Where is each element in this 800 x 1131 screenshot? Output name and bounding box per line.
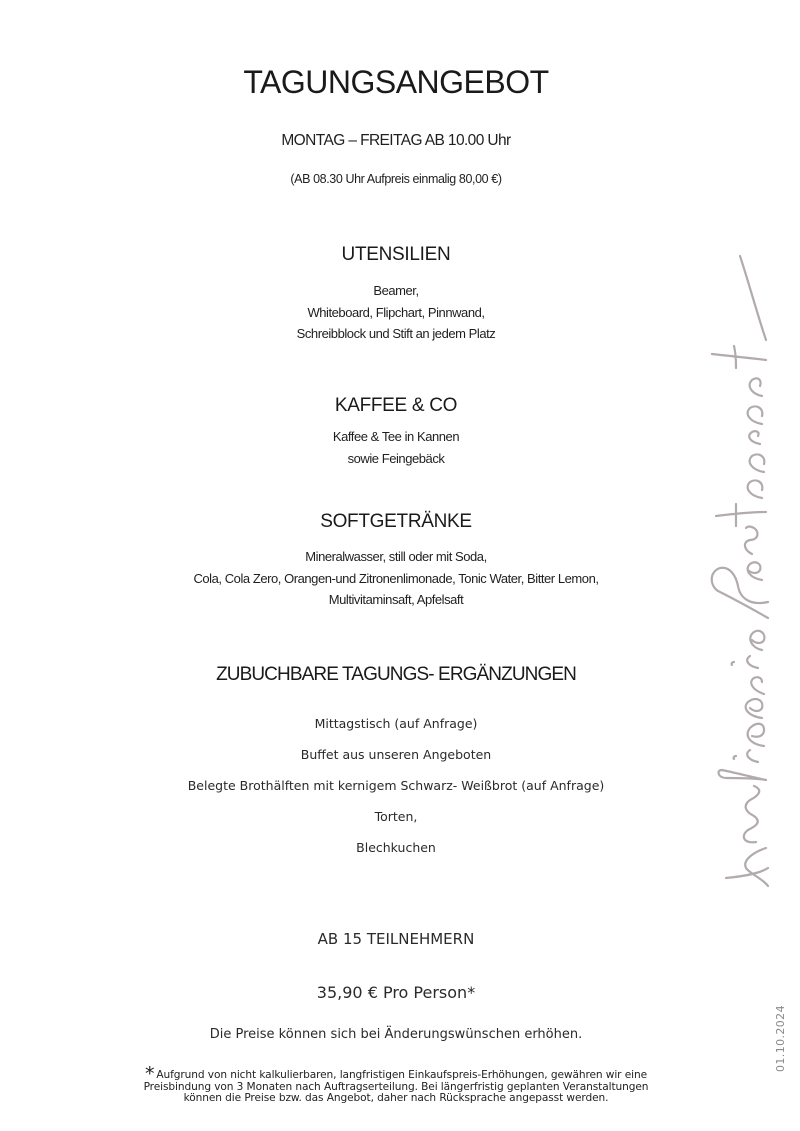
logo-stroke <box>732 656 758 668</box>
footnote-asterisk: * <box>144 1063 155 1085</box>
softdrinks-line: Mineralwasser, still oder mit Soda, <box>305 549 487 564</box>
utensilien-line: Schreibblock und Stift an jedem Platz <box>296 326 496 341</box>
addon-item: Mittagstisch (auf Anfrage) <box>314 716 478 731</box>
logo-stroke <box>751 677 764 694</box>
logo-stroke <box>719 770 766 780</box>
addon-item: Buffet aus unseren Angeboten <box>300 747 492 762</box>
logo-stroke <box>750 631 764 650</box>
logo-stroke <box>716 504 766 526</box>
kulinarie-script-logo <box>696 250 786 890</box>
logo-stroke <box>748 406 763 424</box>
footnote-line <box>0 1063 792 1085</box>
kaffee-list <box>0 426 792 469</box>
logo-stroke <box>748 480 763 498</box>
document-date: 01.10.2024 <box>774 1005 787 1072</box>
logo-stroke <box>750 378 762 396</box>
footnote <box>0 1063 792 1105</box>
opening-hours: MONTAG – FREITAG AB 10.00 Uhr <box>281 132 511 149</box>
softdrinks-line: Cola, Cola Zero, Orangen-und Zitronenlimonade, Tonic Water, Bitter Lemon, <box>193 570 599 586</box>
logo-stroke <box>746 699 763 718</box>
price-per-person: 35,90 € Pro Person* <box>316 983 476 1002</box>
addon-item: Blechkuchen <box>356 840 436 855</box>
logo-stroke <box>749 431 760 444</box>
footnote-line: können die Preise bzw. das Angebot, daher nach Rücksprache angepasst werden. <box>183 1092 609 1104</box>
utensilien-line: Beamer, <box>373 283 419 298</box>
addons-list <box>0 708 792 863</box>
softdrinks-line: Multivitaminsaft, Apfelsaft <box>328 592 464 607</box>
logo-stroke <box>740 256 766 340</box>
kaffee-heading: KAFFEE & CO <box>334 395 458 416</box>
early-start-surcharge: (AB 08.30 Uhr Aufpreis einmalig 80,00 €) <box>290 172 502 186</box>
softdrinks-list <box>0 546 792 611</box>
addons-heading: ZUBUCHBARE TAGUNGS- ERGÄNZUNGEN <box>216 664 576 685</box>
logo-stroke <box>745 848 768 886</box>
page-title: TAGUNGSANGEBOT <box>243 64 549 100</box>
logo-stroke <box>745 527 758 555</box>
addon-item: Belegte Brothälften mit kernigem Schwarz- Weißbrot (auf Anfrage) <box>187 778 605 793</box>
logo-stroke <box>712 568 768 618</box>
footnote-line: Preisbindung von 3 Monaten nach Auftragserteilung. Bei längerfristig geplanten Veranstaltungen <box>143 1080 649 1093</box>
utensilien-heading: UTENSILIEN <box>341 244 451 265</box>
logo-stroke <box>748 562 762 580</box>
kaffee-line: sowie Feingebäck <box>347 450 445 466</box>
kaffee-line: Kaffee & Tee in Kannen <box>332 429 460 444</box>
logo-stroke <box>734 750 758 762</box>
logo-stroke <box>712 346 766 368</box>
price-change-note: Die Preise können sich bei Änderungswünschen erhöhen. <box>209 1027 583 1042</box>
addon-item: Torten, <box>374 809 418 824</box>
utensilien-line: Whiteboard, Flipchart, Pinnwand, <box>307 304 485 320</box>
utensilien-list <box>0 280 792 345</box>
softdrinks-heading: SOFTGETRÄNKE <box>320 511 472 532</box>
logo-stroke <box>744 786 759 842</box>
minimum-participants: AB 15 TEILNEHMERN <box>317 930 475 948</box>
logo-stroke <box>748 724 764 746</box>
footnote-text: Aufgrund von nicht kalkulierbaren, langfristigen Einkaufspreis-Erhöhungen, gewähren wir eine <box>156 1069 648 1081</box>
logo-stroke <box>750 454 765 472</box>
